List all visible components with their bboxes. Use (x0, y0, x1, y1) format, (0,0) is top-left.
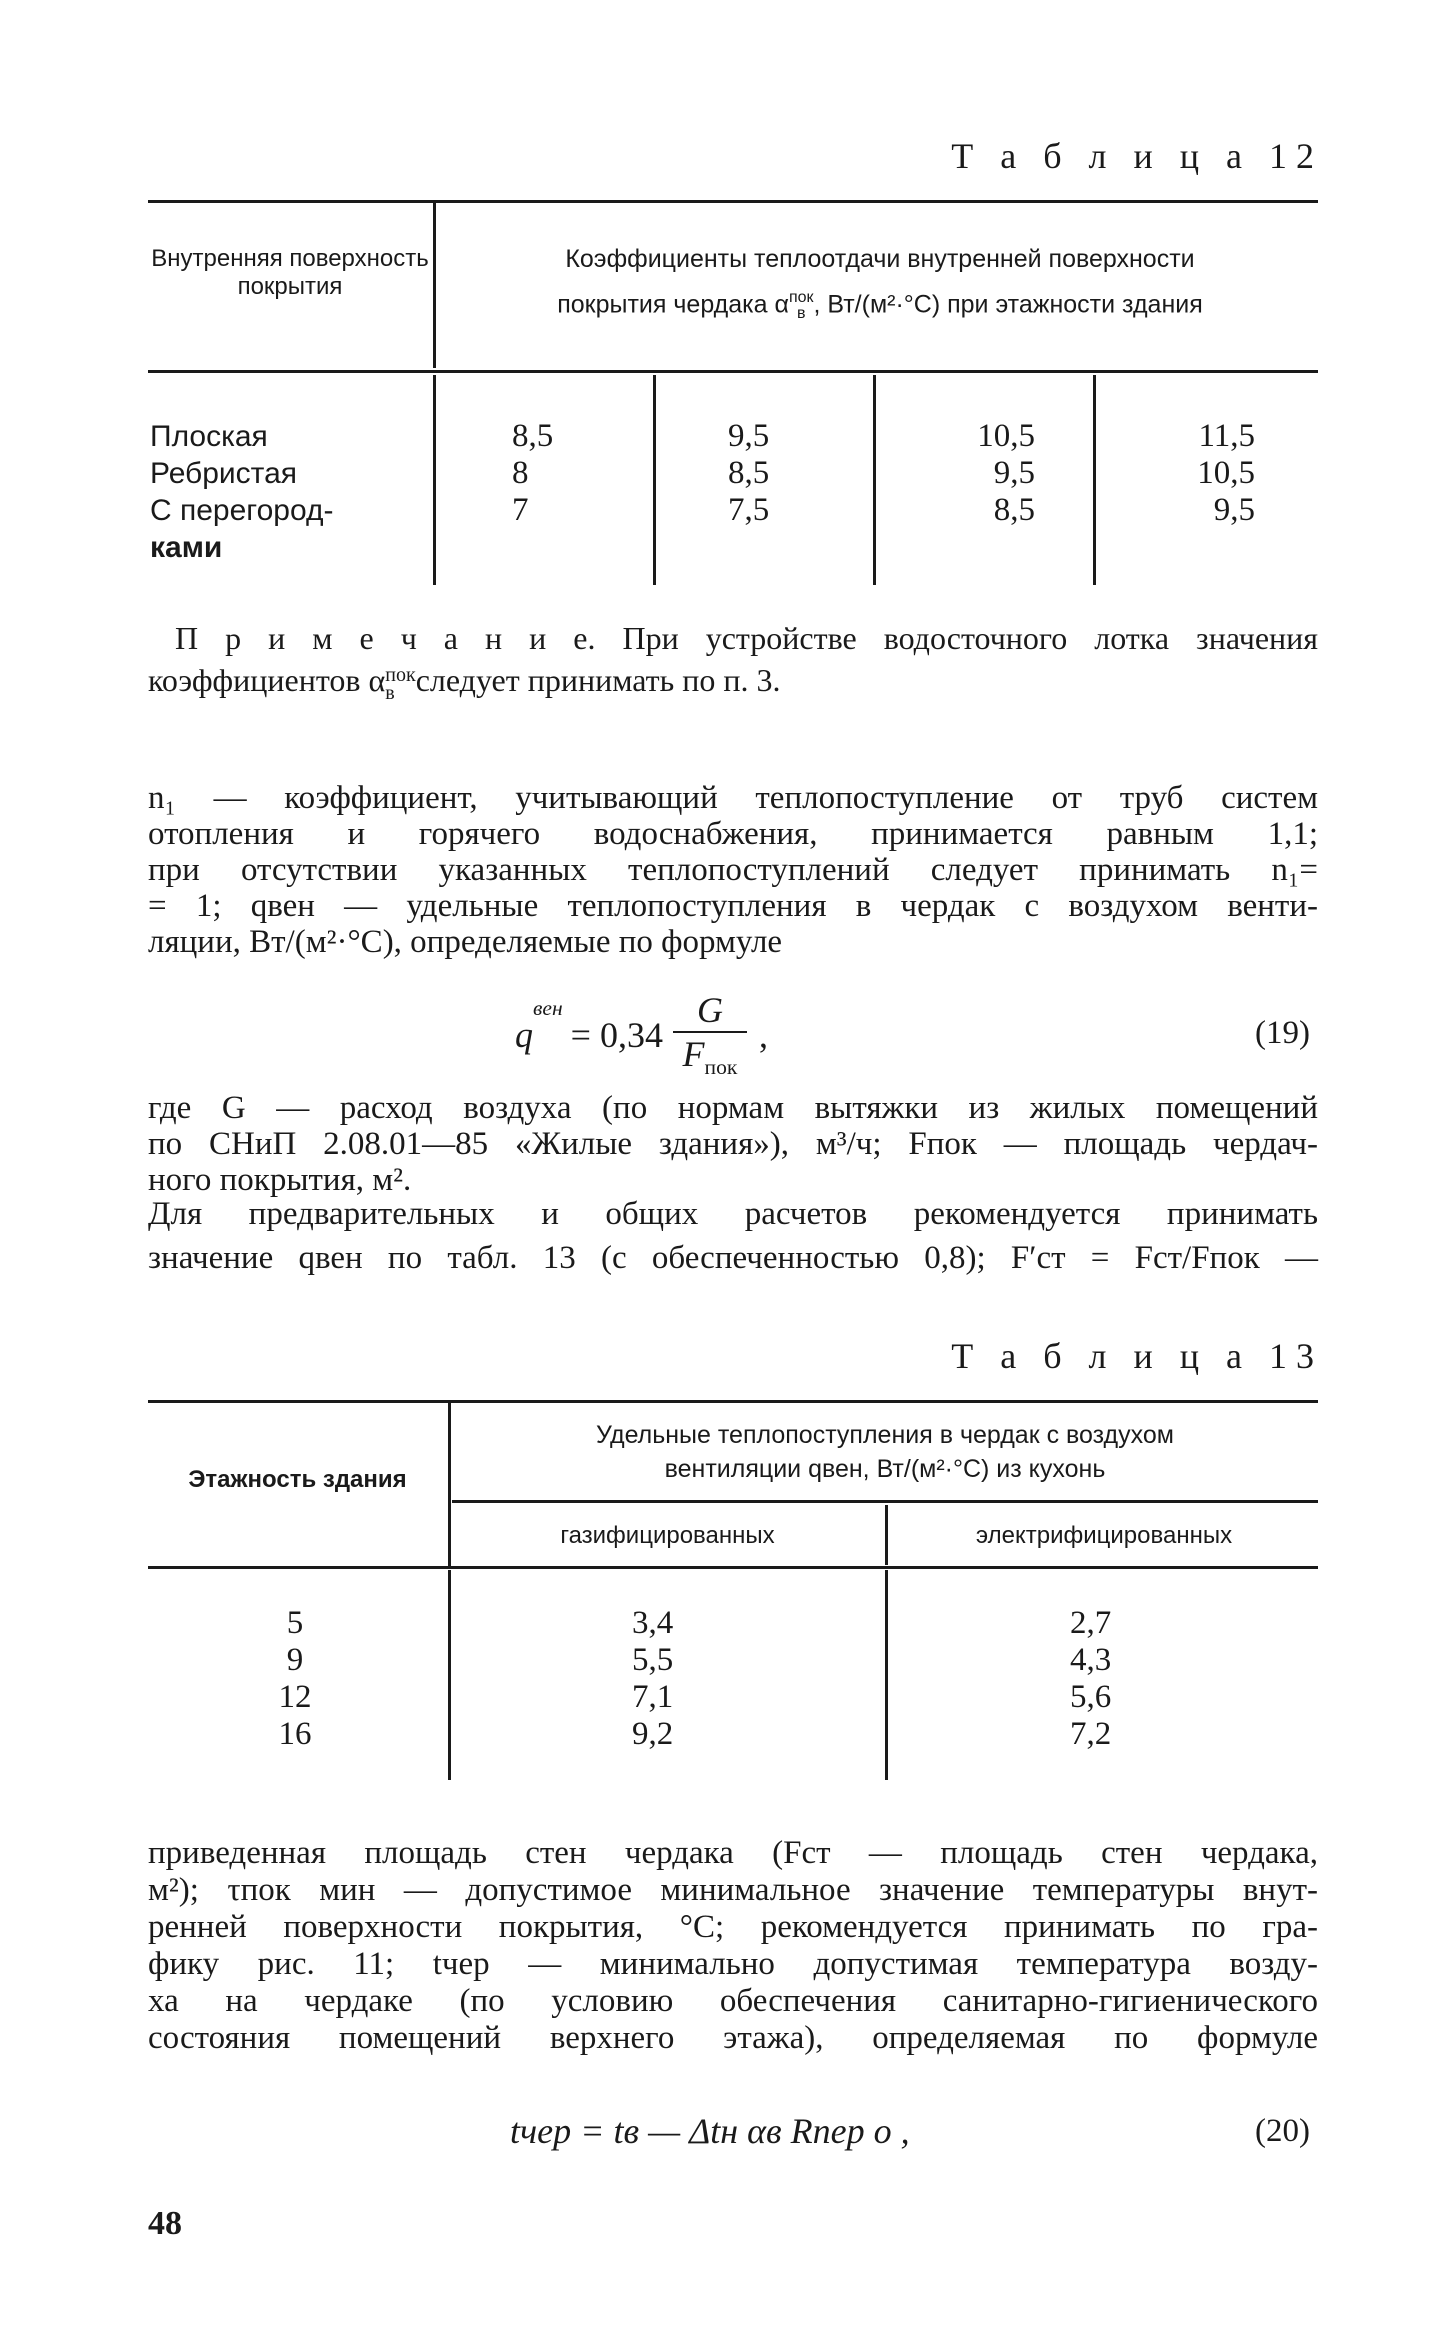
text-line: ха на чердаке (по условию обеспечения санитарно-гигиенического (148, 1983, 1318, 2019)
table12-header-col1: Внутренняя поверхность покрытия (151, 245, 429, 300)
table13-header-rule (148, 1566, 1318, 1569)
formula-19-number: (19) (1255, 1015, 1310, 1051)
table13-cell: 5 (286, 1605, 304, 1641)
table12-row-label: Ребристая (150, 457, 297, 490)
text-line: ренней поверхности покрытия, °С; рекомендуется принимать по гра- (148, 1909, 1318, 1945)
table13-cell: 5,6 (1070, 1679, 1112, 1715)
table13-header-group (455, 1418, 1315, 1486)
table13-cell: 5,5 (632, 1642, 674, 1678)
table12-row-label: ками (150, 531, 223, 564)
table13-cell: 7,2 (1070, 1716, 1112, 1752)
table12-cell: 8 (512, 455, 529, 491)
table12-row-label: Плоская (150, 420, 268, 453)
table12-note-line1: П р и м е ч а н и е. При устройстве водосточного лотка значения (175, 620, 1318, 656)
table12-col-divider-2 (653, 375, 656, 585)
table12-col-2 (728, 418, 769, 529)
text-line: состояния помещений верхнего этажа), определяемая по формуле (148, 2020, 1318, 2056)
table13-cell: 12 (278, 1679, 312, 1715)
table13-subheader-gas: газифицированных (560, 1522, 775, 1549)
formula-20-number: (20) (1255, 2113, 1310, 2149)
text-line: при отсутствии указанных теплопоступлений следует принимать n₁= (148, 852, 1318, 888)
table12-col-3 (945, 418, 1035, 529)
text-line: ляции, Вт/(м²·°С), определяемые по формуле (148, 924, 783, 960)
table13-cell: 4,3 (1070, 1642, 1112, 1678)
text-line: ного покрытия, м². (148, 1162, 412, 1198)
table12-cell: 8,5 (993, 492, 1035, 528)
table13-el (1070, 1605, 1111, 1753)
page-number: 48 (148, 2205, 182, 2242)
table12-cell: 7,5 (728, 492, 770, 528)
table12-note (175, 620, 1318, 656)
table12-cell: 9,5 (728, 418, 770, 454)
table13-subheader-el: электрифицированных (975, 1522, 1233, 1549)
table13-header-group-line1: Удельные теплопоступления в чердак с воздухом (596, 1421, 1174, 1449)
text-line: Для предварительных и общих расчетов рекомендуется принимать (148, 1196, 1318, 1232)
text-line: по СНиП 2.08.01—85 «Жилые здания»), м³/ч; Fпок — площадь чердач- (148, 1126, 1318, 1162)
table12-cell: 8,5 (728, 455, 770, 491)
table13-top-rule (148, 1400, 1318, 1403)
table12-col-divider-3 (873, 375, 876, 585)
table13-header-divider (448, 1403, 451, 1568)
table13-caption: Т а б л и ц а 13 (951, 1336, 1323, 1376)
text-line: м²); τпок мин — допустимое минимальное значение температуры внут- (148, 1872, 1318, 1908)
table12-cell: 11,5 (1198, 418, 1255, 454)
table13-header-group-line2: вентиляции qвен, Вт/(м²·°С) из кухонь (664, 1455, 1106, 1483)
table12-col-divider-1 (433, 375, 436, 585)
formula-19: q $^{вен}$ = 0,34 G $F_{пок}$ , (515, 990, 768, 1080)
table12-caption: Т а б л и ц а 12 (951, 136, 1323, 176)
table13-cell: 9 (286, 1642, 304, 1678)
formula-20: tчер = tв — Δtн αв Rпер о , (510, 2111, 910, 2151)
table13-cell: 7,1 (632, 1679, 674, 1715)
table12-header-col2-line1: Коэффициенты теплоотдачи внутренней поверхности (565, 245, 1195, 273)
paragraph-n1-definition (148, 780, 1318, 960)
table12-col-1 (512, 418, 553, 529)
formula-19-fraction: G $F_{пок}$ (673, 989, 747, 1080)
table13-cell: 2,7 (1070, 1605, 1112, 1641)
table13-cell: 16 (278, 1716, 312, 1752)
table12-cell: 10,5 (1197, 455, 1255, 491)
text-line: отопления и горячего водоснабжения, принимается равным 1,1; (148, 816, 1318, 852)
table12-header-rule (148, 370, 1318, 373)
text-line: фику рис. 11; tчер — минимально допустимая температура возду- (148, 1946, 1318, 1982)
table12-top-rule (148, 200, 1318, 203)
table12-row-label: С перегород- (150, 494, 334, 527)
text-line: значение qвен по табл. 13 (с обеспеченностью 0,8); F′ст = Fст/Fпок — (148, 1240, 1318, 1276)
table13-cell: 9,2 (632, 1716, 674, 1752)
table12-cell: 9,5 (1213, 492, 1255, 528)
table12-cell: 7 (512, 492, 529, 528)
table13-floors (255, 1605, 335, 1753)
table12-row-labels (150, 418, 333, 566)
text-line: где G — расход воздуха (по нормам вытяжки из жилых помещений (148, 1090, 1318, 1126)
table13-col-divider-2 (885, 1570, 888, 1780)
text-line: = 1; qвен — удельные теплопоступления в чердак с воздухом венти- (148, 888, 1318, 924)
table13-sub-divider (885, 1505, 888, 1565)
table13-group-rule (452, 1500, 1318, 1503)
table12-cell: 8,5 (512, 418, 554, 454)
table13-col-divider-1 (448, 1570, 451, 1780)
text-line: n₁ — коэффициент, учитывающий теплопоступление от труб систем (148, 780, 1318, 816)
table12-cell: 10,5 (977, 418, 1035, 454)
paragraph-g-definition (148, 1090, 1318, 1198)
table12-col-divider-4 (1093, 375, 1096, 585)
table13-cell: 3,4 (632, 1605, 674, 1641)
table12-header-divider (433, 203, 436, 368)
paragraph-recommendation (148, 1196, 1318, 1276)
table13-gas (632, 1605, 673, 1753)
paragraph-reduced-area (148, 1835, 1318, 2057)
table13-header-col1: Этажность здания (188, 1466, 407, 1493)
table12-cell: 9,5 (993, 455, 1035, 491)
text-line: приведенная площадь стен чердака (Fст — площадь стен чердака, (148, 1835, 1318, 1871)
table12-col-4 (1165, 418, 1255, 529)
table12-note-line2: коэффициентов α пок в следует принимать по п. 3. (148, 662, 781, 704)
table12-header-col2-line2: покрытия чердака α пок в , Вт/(м²·°С) при этажности здания (557, 289, 1203, 322)
